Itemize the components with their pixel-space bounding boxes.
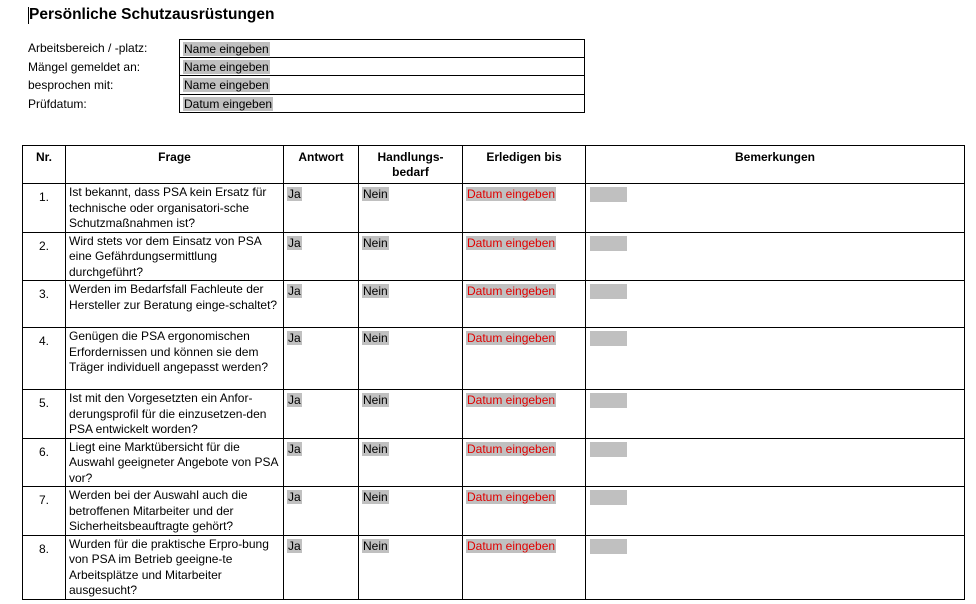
question-text: Werden im Bedarfsfall Fachleute der Hersteller zur Beratung einge-schaltet? [66,281,284,328]
table-row [23,390,965,439]
info-field-box [179,76,585,95]
row-number: 6. [23,438,66,487]
answer-dropdown[interactable]: Ja [288,331,301,345]
action-needed-dropdown[interactable]: Nein [363,538,388,553]
row-number: 5. [23,390,66,439]
answer-dropdown[interactable]: Ja [288,284,301,298]
action-needed-dropdown[interactable]: Nein [363,187,388,201]
arbeitsbereich-field[interactable]: Name eingeben [184,42,269,56]
info-label: Arbeitsbereich / -platz: [28,41,148,55]
answer-dropdown[interactable]: Ja [288,393,301,407]
answer-dropdown[interactable]: Ja [288,187,301,201]
due-date-field[interactable]: Datum eingeben [467,331,556,345]
header-nr: Nr. [23,146,66,184]
row-number: 8. [23,535,66,599]
table-row [23,281,965,328]
info-field-box [179,58,585,77]
table-row [23,438,965,487]
question-text: Genügen die PSA ergonomischen Erfordernissen und können sie dem Träger individuell angepasst werden? [66,328,284,390]
info-field-box [179,95,585,114]
header-handlungsbedarf: Handlungs- bedarf [359,146,463,184]
row-number: 1. [23,184,66,233]
due-date-field[interactable]: Datum eingeben [467,538,556,553]
table-row [23,232,965,281]
action-needed-dropdown[interactable]: Nein [363,490,388,504]
row-number: 3. [23,281,66,328]
remarks-field[interactable] [590,442,627,457]
due-date-field[interactable]: Datum eingeben [467,490,556,504]
answer-dropdown[interactable]: Ja [288,235,301,250]
remarks-field[interactable] [590,331,627,346]
due-date-field[interactable]: Datum eingeben [467,284,556,298]
remarks-field[interactable] [590,284,627,299]
action-needed-dropdown[interactable]: Nein [363,235,388,250]
action-needed-dropdown[interactable]: Nein [363,331,388,345]
action-needed-dropdown[interactable]: Nein [363,284,388,298]
pruefdatum-field[interactable]: Datum eingeben [184,96,273,111]
table-row [23,535,965,599]
table-row [23,184,965,233]
answer-dropdown[interactable]: Ja [288,538,301,553]
header-bemerkungen: Bemerkungen [586,146,965,184]
due-date-field[interactable]: Datum eingeben [467,441,556,456]
answer-dropdown[interactable]: Ja [288,441,301,456]
info-label: besprochen mit: [28,78,114,92]
row-number: 4. [23,328,66,390]
besprochen-mit-field[interactable]: Name eingeben [184,78,269,92]
due-date-field[interactable]: Datum eingeben [467,235,556,250]
remarks-field[interactable] [590,187,627,202]
info-field-box [179,39,585,58]
question-text: Ist mit den Vorgesetzten ein Anfor-derungsprofil für die einzusetzen-den PSA entwickelt worden? [66,390,284,439]
remarks-field[interactable] [590,490,627,505]
due-date-field[interactable]: Datum eingeben [467,393,556,407]
action-needed-dropdown[interactable]: Nein [363,441,388,456]
remarks-field[interactable] [590,539,627,554]
action-needed-dropdown[interactable]: Nein [363,393,388,407]
maengel-gemeldet-field[interactable]: Name eingeben [184,59,269,74]
question-text: Wurden für die praktische Erpro-bung von PSA im Betrieb geeigne-te Arbeitsplätze und Mitarbeiter ausgesucht? [66,535,284,599]
question-text: Liegt eine Marktübersicht für die Auswahl geeigneter Angebote von PSA vor? [66,438,284,487]
row-number: 2. [23,232,66,281]
remarks-field[interactable] [590,393,627,408]
page-title: Persönliche Schutzausrüstungen [29,6,275,23]
question-text: Wird stets vor dem Einsatz von PSA eine Gefährdungsermittlung durchgeführt? [66,232,284,281]
row-number: 7. [23,487,66,536]
remarks-field[interactable] [590,236,627,251]
question-text: Werden bei der Auswahl auch die betroffenen Mitarbeiter und der Sicherheitsbeauftragte gehört? [66,487,284,536]
header-frage: Frage [66,146,284,184]
table-row [23,328,965,390]
question-text: Ist bekannt, dass PSA kein Ersatz für technische oder organisatori-sche Schutzmaßnahmen ist? [66,184,284,233]
checklist-table [22,145,965,600]
info-label: Mängel gemeldet an: [28,59,141,74]
header-erledigen: Erledigen bis [463,146,586,184]
header-antwort: Antwort [284,146,359,184]
table-row [23,487,965,536]
answer-dropdown[interactable]: Ja [288,490,301,504]
table-header-row [23,146,965,184]
info-label: Prüfdatum: [28,96,87,111]
due-date-field[interactable]: Datum eingeben [467,187,556,201]
